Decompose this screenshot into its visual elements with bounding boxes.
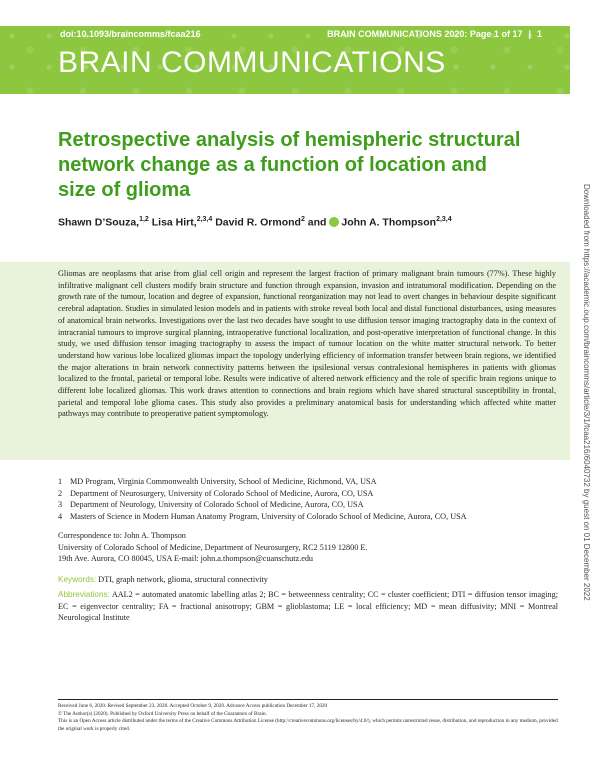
keywords-text: DTI, graph network, glioma, structural connectivity xyxy=(98,575,268,584)
correspondence-line: Correspondence to: John A. Thompson xyxy=(58,531,186,540)
affiliation-item xyxy=(58,488,558,500)
page-separator: | xyxy=(528,29,531,39)
affiliation-number: 4 xyxy=(58,511,63,521)
author-name[interactable]: Lisa Hirt, xyxy=(151,216,197,229)
affiliation-number: 1 xyxy=(58,477,63,486)
author-affiliation-marker: 2,3,4 xyxy=(196,216,213,223)
journal-banner xyxy=(0,26,570,94)
affiliation-list xyxy=(58,476,558,522)
received-dates: Received June 6, 2020. Revised September 23, 2020. Accepted October 9, 2020. Advance Access publication December 17, 2020 xyxy=(58,703,328,709)
keywords-block xyxy=(58,574,558,586)
affiliation-number: 3 xyxy=(58,500,63,510)
correspondence-email-line[interactable]: 19th Ave. Aurora, CO 80045, USA E-mail: john.a.thompson@cuanschutz.edu xyxy=(58,554,314,564)
orcid-icon[interactable] xyxy=(329,217,339,227)
copyright-notice: © The Author(s) (2020). Published by Oxford University Press on behalf of the Guarantors of Brain. xyxy=(58,710,267,717)
doi-link[interactable]: doi:10.1093/braincomms/fcaa216 xyxy=(60,29,201,39)
author-name[interactable]: John A. Thompson xyxy=(341,216,437,229)
author-list xyxy=(58,216,538,229)
correspondence-line: University of Colorado School of Medicine, Department of Neurosurgery, RC2 5119 12800 E. xyxy=(58,542,368,552)
correspondence-block xyxy=(58,530,558,565)
affiliation-text: Department of Neurosurgery, University of Colorado School of Medicine, Aurora, CO, USA xyxy=(70,488,374,498)
affiliation-text: Department of Neurology, University of Colorado School of Medicine, Aurora, CO, USA xyxy=(70,500,364,510)
author-affiliation-marker: 2,3,4 xyxy=(436,216,452,223)
author-affiliation-marker: 2 xyxy=(300,216,305,223)
author-name[interactable]: David R. Ormond xyxy=(215,216,301,229)
article-title: Retrospective analysis of hemispheric structural network change as a function of location and size of glioma xyxy=(58,129,521,201)
author-affiliation-marker: 1,2 xyxy=(139,216,149,223)
author-name[interactable]: Shawn D’Souza, xyxy=(58,216,140,229)
license-notice[interactable]: This is an Open Access article distributed under the terms of the Creative Commons Attribution License (http://creativecommons.org/licenses/by/4.0/), which permits unrestricted reuse, distribution, and reproduction in any medium, provided the original work is properly cited. xyxy=(58,718,558,732)
affiliation-text: Masters of Science in Modern Human Anatomy Program, University of Colorado School of Medicine, Aurora, CO, USA xyxy=(70,511,467,521)
author-conjunction: and xyxy=(307,216,327,229)
abbreviations-text: AAL2 = automated anatomic labelling atlas 2; BC = betweenness centrality; CC = cluster coefficient; DTI = diffusion tensor imaging; EC = eigenvector centrality; FA = fractional anisotropy; GBM = glioblastoma; LE = local efficiency; MD = mean diffusivity; MNI = Montreal Neurological Institute xyxy=(58,590,558,623)
abbreviations-label: Abbreviations: xyxy=(58,590,110,599)
keywords-label: Keywords: xyxy=(58,575,97,584)
journal-name: BRAIN COMMUNICATIONS xyxy=(58,46,446,79)
page-info-text: BRAIN COMMUNICATIONS 2020: Page 1 of 17 xyxy=(327,29,523,39)
page-number: 1 xyxy=(536,29,542,39)
abstract-text: Gliomas are neoplasms that arise from glial cell origin and represent the largest fraction of primary malignant brain tumours (77%). These highly infiltrative malignant cell clusters modify brain structure and function through expansion, invasion and intratumoral modification. Depending on the growth rate of the tumour, location and degree of expansion, functional reorganization may not lead to overt changes in behaviour despite significant cerebral adaptation. Studies in simulated lesion models and in patients with stroke reveal both local and distal functional disturbances, using measures of anatomical brain networks. Investigations over the last two decades have sought to use diffusion tensor imaging tractography data in the context of intracranial tumours to improve surgical planning, intraoperative functional localization, and post-operative interpretation of functional change. In this study, we used diffusion tensor imaging tractography to assess the impact of tumour location on the white matter structural network. To better understand how various lobe localized gliomas impact the topology underlying efficiency of information transfer between brain regions, we identified the major alterations in brain network connectivity patterns between the ipsilesional versus contralesional hemispheres in patients with gliomas localized to the frontal, parietal or temporal lobe. Results were indicative of altered network efficiency and the role of specific brain regions unique to different lobe localized gliomas. This work draws attention to connections and brain regions which have shared structural susceptibility in frontal, parietal and temporal lobe glioma cases. This study also provides a preliminary anatomical basis for understanding which affected white matter pathways may contribute to preoperative patient symptomology. xyxy=(58,269,556,419)
affiliation-item xyxy=(58,499,558,511)
abbreviations-block xyxy=(58,589,558,624)
affiliation-text: MD Program, Virginia Commonwealth University, School of Medicine, Richmond, VA, USA xyxy=(70,477,377,486)
footer-notes xyxy=(58,703,558,733)
affiliation-item xyxy=(58,476,558,488)
affiliation-number: 2 xyxy=(58,488,63,498)
download-watermark-text: Downloaded from https://academic.oup.com/braincomms/article/3/1/fcaa216/6040732 by guest on 01 December 2022 xyxy=(582,184,591,601)
affiliation-item xyxy=(58,511,558,523)
footer-divider xyxy=(58,699,558,700)
page-info xyxy=(327,29,542,39)
download-watermark xyxy=(581,184,595,624)
abstract-box xyxy=(0,262,570,460)
